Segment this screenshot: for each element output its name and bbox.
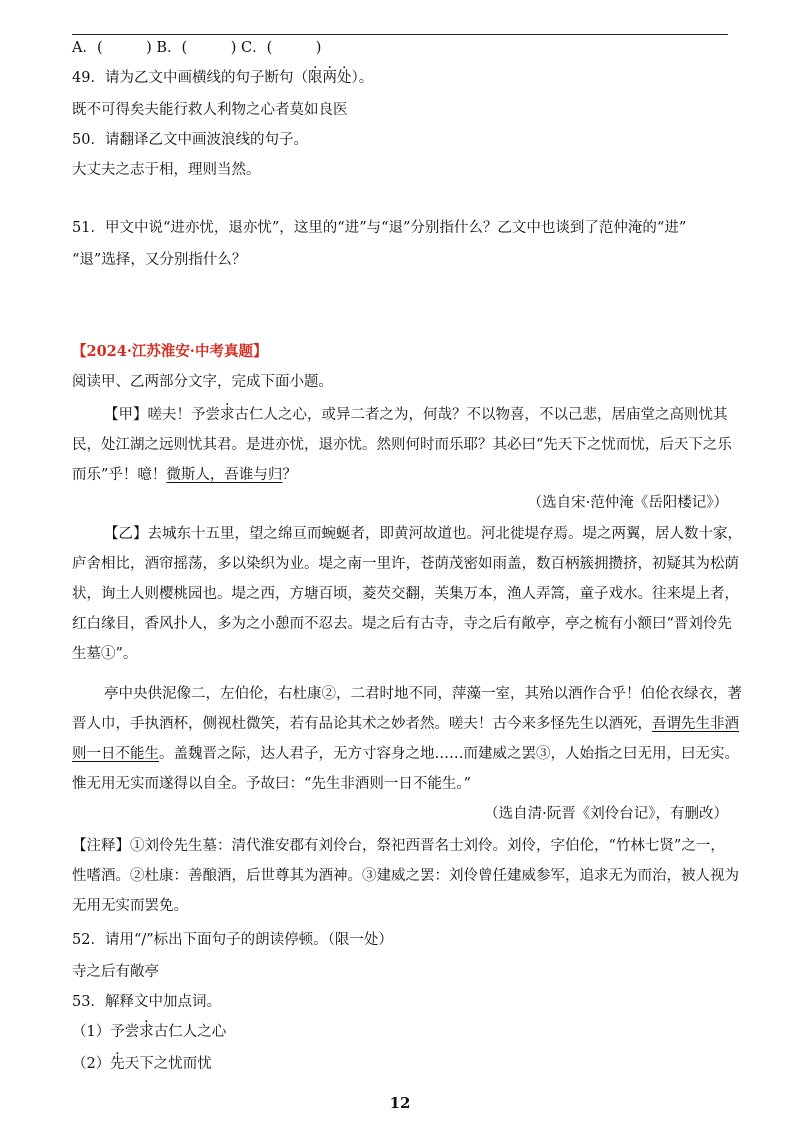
yi-line-6: 亭中央供泥像二，左伯伦，右杜康②，二君时地不同，萍藻一室，其殆以酒作合乎！伯伦衣绿衣，著 xyxy=(104,686,742,702)
notes-line-3: 无用无实而罢免。 xyxy=(72,898,188,914)
page-number: 12 xyxy=(389,1094,411,1112)
notes-line-2: 性嗜酒。②杜康：善酿酒，后世尊其为酒神。③建威之罢：刘伶曾任建威参军，追求无为而治，被人视为 xyxy=(72,868,739,884)
q53-item-1-dot: 求 xyxy=(139,1024,154,1040)
q53-item-2 xyxy=(72,1054,212,1074)
notes-line-1: 【注释】①刘伶先生墓：清代淮安郡有刘伶台，祭祀西晋名士刘伶。刘伶，字伯伦，“竹林七贤”之一， xyxy=(72,838,725,854)
jia-underlined: 微斯人，吾谁与归 xyxy=(166,467,283,483)
jia-line-1a: 【甲】嗟夫！予尝 xyxy=(104,407,220,423)
q49-sentence: 既不可得矣夫能行救人利物之心者莫如良医 xyxy=(72,102,348,118)
yi-line-8b: 。盖魏晋之际，达人君子，无方寸容身之地……而建威之罢③，人始指之曰无用，曰无实。 xyxy=(159,746,739,762)
instruction: 阅读甲、乙两部分文字，完成下面小题。 xyxy=(72,374,333,390)
q49-dot-3: 处 xyxy=(336,70,352,86)
yi-underlined-1: 吾谓先生非酒 xyxy=(652,716,739,732)
q49-question xyxy=(72,68,373,88)
q52-question: 52．请用“/”标出下面句子的朗读停顿。（限一处） xyxy=(72,932,393,948)
q49-suffix: ）。 xyxy=(351,70,374,86)
q49-dot-2: 两 xyxy=(322,70,337,86)
jia-line-1 xyxy=(104,405,728,425)
jia-line-3-end: ？ xyxy=(282,467,297,483)
q50-sentence: 大丈夫之志于相，理则当然。 xyxy=(72,162,261,178)
q52-sentence: 寺之后有敞亭 xyxy=(72,964,159,980)
header-rule xyxy=(72,34,728,35)
q53-item-1-pre: （1）予尝 xyxy=(72,1024,140,1040)
yi-source: （选自清·阮晋《刘伶台记》，有删改） xyxy=(484,806,728,822)
q53-question: 53．解释文中加点词。 xyxy=(72,994,221,1010)
q53-item-2-post: 天下之忧而忧 xyxy=(124,1056,212,1072)
jia-line-3 xyxy=(72,465,297,485)
jia-line-1b: 古仁人之心，或异二者之为，何哉？不以物喜，不以己悲，居庙堂之高则忧其 xyxy=(234,407,728,423)
q53-item-1 xyxy=(72,1022,226,1042)
jia-dotted-char: 求 xyxy=(220,407,235,423)
yi-line-2: 庐舍相比，酒帘摇荡，多以染织为业。堤之南一里许，苍荫茂密如雨盖，数百柄簇拥攒挤，初疑其为松荫 xyxy=(72,556,739,572)
q51-line-1: 51．甲文中说“进亦忧，退亦忧”，这里的“进”与“退”分别指什么？乙文中也谈到了范仲淹的“进” xyxy=(72,220,687,236)
q51-line-2: “退”选择，又分别指什么？ xyxy=(72,252,247,268)
q49-prefix: 49．请为乙文中画横线的句子断句（ xyxy=(72,70,308,86)
yi-line-8 xyxy=(72,744,739,764)
q49-dot-1: 限 xyxy=(307,70,323,86)
jia-source: （选自宋·范仲淹《岳阳楼记》） xyxy=(527,495,728,511)
section-tag: 【2024·江苏淮安·中考真题】 xyxy=(72,343,268,360)
yi-line-7 xyxy=(72,714,739,734)
yi-line-5: 生墓①”。 xyxy=(72,646,138,662)
q50-question: 50．请翻译乙文中画波浪线的句子。 xyxy=(72,132,308,148)
yi-line-9: 惟无用无实而遂得以自全。予故曰：“先生非酒则一日不能生。” xyxy=(72,776,472,792)
yi-underlined-2: 则一日不能生 xyxy=(72,746,159,762)
yi-line-1: 【乙】去城东十五里，望之绵亘而蜿蜒者，即黄河故道也。河北徙堤存焉。堤之两翼，居人数十家， xyxy=(104,526,742,542)
q53-item-2-dot: 先 xyxy=(110,1056,125,1072)
yi-line-4: 红白缘目，香风扑人，多为之小憩而不忍去。堤之后有古寺，寺之后有敞亭，亭之梳有小额曰“晋刘伶先 xyxy=(72,616,732,632)
jia-line-3a: 而乐”乎！噫！ xyxy=(72,467,167,483)
q53-item-1-post: 古仁人之心 xyxy=(153,1024,227,1040)
yi-line-3: 状，询土人则樱桃园也。堤之西，方塘百顷，菱芡交翻，芙集万本，渔人弄篙，童子戏水。往来堤上者， xyxy=(72,586,739,602)
jia-line-2: 民，处江湖之远则忧其君。是进亦忧，退亦忧。然则何时而乐耶？其必曰“先天下之忧而忧，后天下之乐 xyxy=(72,437,732,453)
q53-item-2-pre: （2） xyxy=(72,1056,111,1072)
yi-line-7a: 晋人巾，手执酒杯，侧视杜微笑，若有品论其术之妙者然。嗟夫！古今来多怪先生以酒死， xyxy=(72,716,652,732)
q48-options: A．( ) B．( ) C．( ) xyxy=(72,40,322,56)
